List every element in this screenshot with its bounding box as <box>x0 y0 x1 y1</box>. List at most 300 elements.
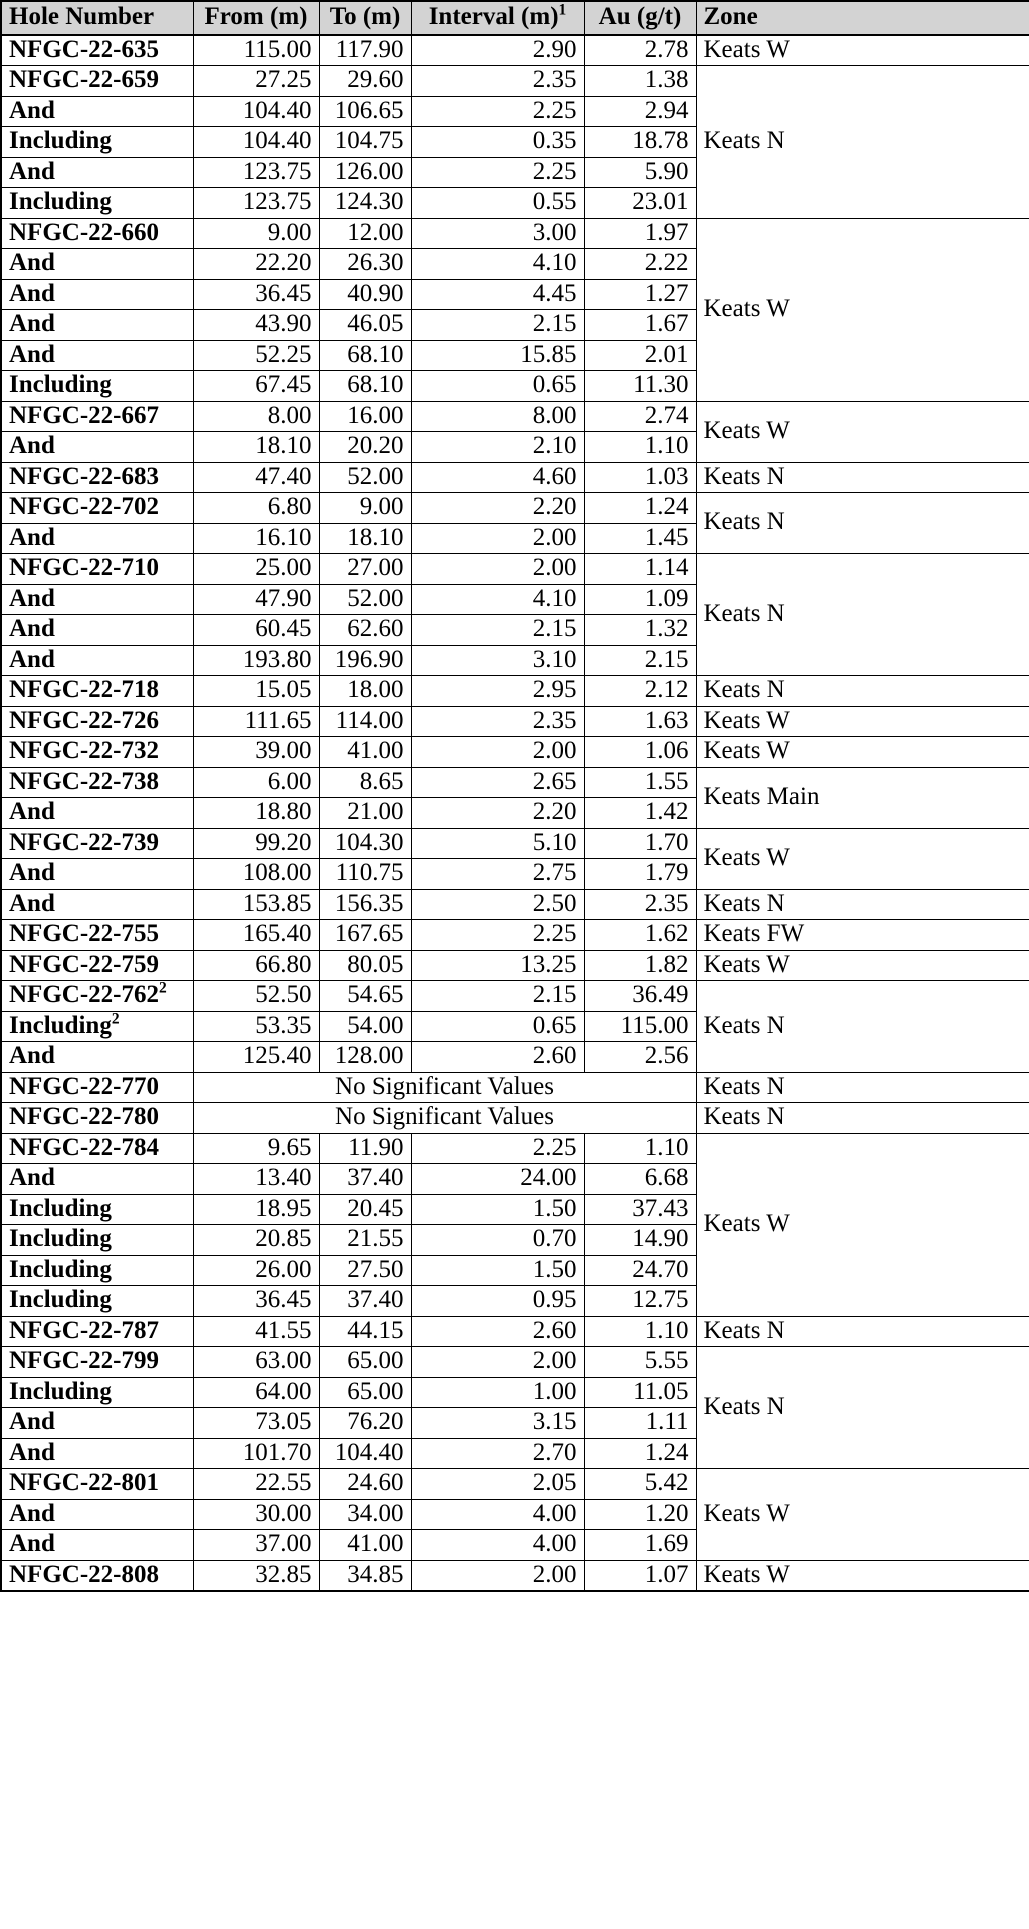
cell-au: 1.24 <box>584 493 696 524</box>
cell-to: 27.00 <box>319 554 411 585</box>
cell-to: 54.65 <box>319 981 411 1012</box>
cell-from: 20.85 <box>193 1225 319 1256</box>
cell-interval: 5.10 <box>411 828 584 859</box>
cell-hole-number <box>1 523 193 554</box>
cell-hole-number <box>1 310 193 341</box>
cell-interval: 0.65 <box>411 1011 584 1042</box>
cell-au: 1.06 <box>584 737 696 768</box>
cell-au: 37.43 <box>584 1194 696 1225</box>
cell-interval: 3.00 <box>411 218 584 249</box>
table-row <box>1 66 1029 97</box>
cell-to: 27.50 <box>319 1255 411 1286</box>
column-header-to: To (m) <box>319 1 411 35</box>
cell-to: 29.60 <box>319 66 411 97</box>
cell-to: 65.00 <box>319 1347 411 1378</box>
cell-to: 34.00 <box>319 1499 411 1530</box>
cell-interval: 2.35 <box>411 706 584 737</box>
hole-number-label: And <box>9 1438 55 1466</box>
cell-zone: Keats Main <box>696 767 1029 828</box>
cell-from: 37.00 <box>193 1530 319 1561</box>
cell-au: 1.55 <box>584 767 696 798</box>
cell-to: 46.05 <box>319 310 411 341</box>
cell-interval: 2.25 <box>411 157 584 188</box>
cell-hole-number <box>1 127 193 158</box>
cell-from: 125.40 <box>193 1042 319 1073</box>
cell-interval: 2.20 <box>411 493 584 524</box>
cell-to: 128.00 <box>319 1042 411 1073</box>
cell-interval: 4.60 <box>411 462 584 493</box>
cell-interval: 2.60 <box>411 1316 584 1347</box>
cell-to: 65.00 <box>319 1377 411 1408</box>
hole-number-label: And <box>9 96 55 124</box>
cell-hole-number <box>1 1438 193 1469</box>
column-header-hole-number: Hole Number <box>1 1 193 35</box>
table-row <box>1 676 1029 707</box>
cell-from: 165.40 <box>193 920 319 951</box>
cell-interval: 4.10 <box>411 584 584 615</box>
table-row <box>1 218 1029 249</box>
cell-interval: 2.05 <box>411 1469 584 1500</box>
column-header-au: Au (g/t) <box>584 1 696 35</box>
hole-number-label: And <box>9 798 55 825</box>
cell-from: 104.40 <box>193 127 319 158</box>
cell-to: 8.65 <box>319 767 411 798</box>
cell-hole-number <box>1 615 193 646</box>
cell-au: 2.74 <box>584 401 696 432</box>
cell-to: 34.85 <box>319 1560 411 1591</box>
cell-hole-number <box>1 706 193 737</box>
cell-interval: 2.25 <box>411 96 584 127</box>
cell-to: 104.30 <box>319 828 411 859</box>
cell-hole-number <box>1 584 193 615</box>
cell-from: 9.00 <box>193 218 319 249</box>
cell-au: 5.90 <box>584 157 696 188</box>
cell-interval: 2.35 <box>411 66 584 97</box>
hole-number-label: NFGC-22-780 <box>9 1103 159 1130</box>
hole-number-label: Including <box>9 1011 112 1039</box>
table-row <box>1 1103 1029 1134</box>
cell-hole-number <box>1 66 193 97</box>
table-row <box>1 950 1029 981</box>
table-body <box>1 35 1029 1592</box>
column-header-zone: Zone <box>696 1 1029 35</box>
cell-au: 5.42 <box>584 1469 696 1500</box>
cell-to: 16.00 <box>319 401 411 432</box>
cell-au: 1.24 <box>584 1438 696 1469</box>
cell-zone: Keats N <box>696 66 1029 219</box>
cell-from: 104.40 <box>193 96 319 127</box>
hole-number-label: And <box>9 1499 55 1527</box>
hole-number-label: And <box>9 310 55 337</box>
cell-from: 53.35 <box>193 1011 319 1042</box>
cell-au: 2.12 <box>584 676 696 707</box>
cell-from: 36.45 <box>193 279 319 310</box>
cell-from: 22.20 <box>193 249 319 280</box>
cell-from: 63.00 <box>193 1347 319 1378</box>
cell-au: 1.67 <box>584 310 696 341</box>
cell-au: 2.78 <box>584 35 696 66</box>
hole-number-label: Including <box>9 1194 112 1222</box>
cell-hole-number <box>1 1194 193 1225</box>
cell-hole-number <box>1 1499 193 1530</box>
cell-au: 1.70 <box>584 828 696 859</box>
cell-interval: 2.15 <box>411 981 584 1012</box>
cell-interval: 2.00 <box>411 554 584 585</box>
table-row <box>1 493 1029 524</box>
cell-hole-number <box>1 1103 193 1134</box>
hole-number-label: NFGC-22-759 <box>9 950 159 978</box>
cell-hole-number <box>1 798 193 829</box>
hole-number-label: NFGC-22-755 <box>9 920 159 947</box>
cell-zone: Keats N <box>696 981 1029 1073</box>
cell-hole-number <box>1 462 193 493</box>
cell-from: 22.55 <box>193 1469 319 1500</box>
table-row <box>1 828 1029 859</box>
cell-interval: 4.45 <box>411 279 584 310</box>
cell-from: 6.00 <box>193 767 319 798</box>
cell-to: 114.00 <box>319 706 411 737</box>
cell-au: 12.75 <box>584 1286 696 1317</box>
cell-interval: 0.70 <box>411 1225 584 1256</box>
cell-hole-number <box>1 1347 193 1378</box>
cell-au: 1.14 <box>584 554 696 585</box>
cell-to: 37.40 <box>319 1286 411 1317</box>
cell-au: 1.03 <box>584 462 696 493</box>
cell-au: 1.38 <box>584 66 696 97</box>
cell-au: 5.55 <box>584 1347 696 1378</box>
cell-hole-number <box>1 1255 193 1286</box>
cell-zone: Keats N <box>696 462 1029 493</box>
cell-hole-number <box>1 1316 193 1347</box>
cell-interval: 2.15 <box>411 310 584 341</box>
cell-hole-number <box>1 920 193 951</box>
table-row <box>1 401 1029 432</box>
cell-from: 101.70 <box>193 1438 319 1469</box>
cell-zone: Keats N <box>696 554 1029 676</box>
cell-hole-number <box>1 1133 193 1164</box>
cell-to: 24.60 <box>319 1469 411 1500</box>
cell-interval: 8.00 <box>411 401 584 432</box>
cell-au: 1.10 <box>584 1133 696 1164</box>
cell-interval: 2.75 <box>411 859 584 890</box>
cell-to: 126.00 <box>319 157 411 188</box>
cell-au: 1.63 <box>584 706 696 737</box>
cell-from: 193.80 <box>193 645 319 676</box>
cell-to: 37.40 <box>319 1164 411 1195</box>
hole-number-label: NFGC-22-770 <box>9 1072 159 1100</box>
hole-number-label: NFGC-22-738 <box>9 767 159 795</box>
cell-au: 1.45 <box>584 523 696 554</box>
hole-number-label: And <box>9 584 55 612</box>
cell-from: 64.00 <box>193 1377 319 1408</box>
cell-interval: 4.00 <box>411 1530 584 1561</box>
hole-number-label: NFGC-22-710 <box>9 554 159 581</box>
hole-number-label: And <box>9 279 55 307</box>
cell-from: 30.00 <box>193 1499 319 1530</box>
cell-from: 16.10 <box>193 523 319 554</box>
cell-hole-number <box>1 828 193 859</box>
cell-au: 1.09 <box>584 584 696 615</box>
cell-interval: 2.00 <box>411 1347 584 1378</box>
cell-to: 41.00 <box>319 737 411 768</box>
cell-au: 1.10 <box>584 432 696 463</box>
cell-to: 12.00 <box>319 218 411 249</box>
hole-number-label: Including <box>9 127 112 154</box>
cell-from: 8.00 <box>193 401 319 432</box>
cell-from: 66.80 <box>193 950 319 981</box>
cell-interval: 2.25 <box>411 1133 584 1164</box>
cell-interval: 1.50 <box>411 1194 584 1225</box>
cell-au: 1.11 <box>584 1408 696 1439</box>
cell-from: 108.00 <box>193 859 319 890</box>
cell-to: 110.75 <box>319 859 411 890</box>
table-row <box>1 920 1029 951</box>
cell-from: 18.95 <box>193 1194 319 1225</box>
cell-to: 68.10 <box>319 340 411 371</box>
cell-to: 21.55 <box>319 1225 411 1256</box>
cell-hole-number <box>1 859 193 890</box>
hole-number-label: Including <box>9 1286 112 1313</box>
cell-hole-number <box>1 340 193 371</box>
cell-au: 1.97 <box>584 218 696 249</box>
cell-au: 2.94 <box>584 96 696 127</box>
cell-interval: 2.65 <box>411 767 584 798</box>
cell-zone: Keats W <box>696 1469 1029 1561</box>
hole-number-label: NFGC-22-659 <box>9 66 159 93</box>
cell-au: 2.56 <box>584 1042 696 1073</box>
column-header-interval-footnote: 1 <box>558 1 567 19</box>
cell-to: 9.00 <box>319 493 411 524</box>
cell-zone: Keats W <box>696 218 1029 401</box>
table-row <box>1 462 1029 493</box>
cell-au: 1.42 <box>584 798 696 829</box>
cell-interval: 2.90 <box>411 35 584 66</box>
hole-number-label: NFGC-22-787 <box>9 1316 159 1344</box>
hole-number-label: Including <box>9 1225 112 1252</box>
cell-hole-number <box>1 1408 193 1439</box>
hole-number-label: NFGC-22-784 <box>9 1133 159 1161</box>
hole-number-label: NFGC-22-808 <box>9 1560 159 1588</box>
cell-au: 1.32 <box>584 615 696 646</box>
table-row <box>1 1316 1029 1347</box>
cell-to: 52.00 <box>319 584 411 615</box>
cell-to: 62.60 <box>319 615 411 646</box>
hole-number-label: NFGC-22-801 <box>9 1469 159 1496</box>
cell-interval: 3.10 <box>411 645 584 676</box>
cell-from: 36.45 <box>193 1286 319 1317</box>
cell-zone: Keats W <box>696 950 1029 981</box>
hole-number-label: Including <box>9 371 112 398</box>
cell-hole-number <box>1 767 193 798</box>
cell-interval: 2.50 <box>411 889 584 920</box>
cell-au: 2.15 <box>584 645 696 676</box>
cell-to: 52.00 <box>319 462 411 493</box>
hole-number-label: And <box>9 523 55 551</box>
hole-number-label: And <box>9 340 55 368</box>
cell-hole-number <box>1 1530 193 1561</box>
hole-number-label: NFGC-22-726 <box>9 706 159 734</box>
cell-to: 20.45 <box>319 1194 411 1225</box>
cell-au: 23.01 <box>584 188 696 219</box>
cell-to: 104.75 <box>319 127 411 158</box>
cell-from: 18.10 <box>193 432 319 463</box>
cell-au: 2.22 <box>584 249 696 280</box>
cell-au: 1.82 <box>584 950 696 981</box>
cell-interval: 2.60 <box>411 1042 584 1073</box>
cell-hole-number <box>1 35 193 66</box>
hole-number-label: And <box>9 157 55 185</box>
hole-number-label: NFGC-22-683 <box>9 462 159 490</box>
cell-interval: 2.15 <box>411 615 584 646</box>
cell-hole-number <box>1 1042 193 1073</box>
cell-interval: 24.00 <box>411 1164 584 1195</box>
hole-number-label: And <box>9 1530 55 1557</box>
cell-hole-number <box>1 96 193 127</box>
cell-to: 76.20 <box>319 1408 411 1439</box>
cell-zone: Keats W <box>696 35 1029 66</box>
cell-from: 67.45 <box>193 371 319 402</box>
cell-from: 99.20 <box>193 828 319 859</box>
cell-hole-number <box>1 950 193 981</box>
cell-hole-number <box>1 401 193 432</box>
hole-number-label: NFGC-22-667 <box>9 401 159 429</box>
cell-to: 20.20 <box>319 432 411 463</box>
column-header-interval-label: Interval (m) <box>428 3 559 30</box>
cell-au: 115.00 <box>584 1011 696 1042</box>
cell-to: 18.10 <box>319 523 411 554</box>
cell-to: 124.30 <box>319 188 411 219</box>
cell-from: 52.50 <box>193 981 319 1012</box>
hole-number-label: NFGC-22-732 <box>9 737 159 764</box>
cell-zone: Keats FW <box>696 920 1029 951</box>
cell-from: 123.75 <box>193 157 319 188</box>
cell-to: 44.15 <box>319 1316 411 1347</box>
cell-from: 27.25 <box>193 66 319 97</box>
cell-interval: 4.10 <box>411 249 584 280</box>
cell-from: 47.40 <box>193 462 319 493</box>
cell-to: 11.90 <box>319 1133 411 1164</box>
hole-number-label: And <box>9 1408 55 1435</box>
cell-au: 11.30 <box>584 371 696 402</box>
cell-from: 41.55 <box>193 1316 319 1347</box>
cell-zone: Keats W <box>696 828 1029 889</box>
hole-number-label: NFGC-22-799 <box>9 1347 159 1374</box>
hole-number-label: And <box>9 645 55 673</box>
hole-number-label: And <box>9 1164 55 1191</box>
cell-interval: 1.50 <box>411 1255 584 1286</box>
hole-number-label: NFGC-22-660 <box>9 218 159 246</box>
cell-hole-number <box>1 1011 193 1042</box>
cell-from: 25.00 <box>193 554 319 585</box>
cell-hole-number <box>1 493 193 524</box>
cell-interval: 0.95 <box>411 1286 584 1317</box>
cell-au: 2.01 <box>584 340 696 371</box>
cell-from: 47.90 <box>193 584 319 615</box>
hole-number-label: NFGC-22-739 <box>9 828 159 856</box>
cell-zone: Keats N <box>696 1103 1029 1134</box>
hole-number-footnote: 2 <box>158 980 167 997</box>
hole-number-label: Including <box>9 188 112 215</box>
cell-hole-number <box>1 554 193 585</box>
hole-number-label: And <box>9 615 55 642</box>
table-row <box>1 1133 1029 1164</box>
cell-interval: 2.00 <box>411 523 584 554</box>
cell-au: 1.62 <box>584 920 696 951</box>
cell-zone: Keats N <box>696 1347 1029 1469</box>
cell-zone: Keats N <box>696 676 1029 707</box>
cell-au: 36.49 <box>584 981 696 1012</box>
hole-number-label: And <box>9 1042 55 1069</box>
cell-interval: 2.20 <box>411 798 584 829</box>
hole-number-label: NFGC-22-718 <box>9 676 159 703</box>
cell-interval: 2.70 <box>411 1438 584 1469</box>
cell-zone: Keats N <box>696 1072 1029 1103</box>
header-row <box>1 1 1029 35</box>
cell-from: 52.25 <box>193 340 319 371</box>
cell-no-significant-values: No Significant Values <box>193 1103 696 1134</box>
cell-from: 73.05 <box>193 1408 319 1439</box>
cell-from: 26.00 <box>193 1255 319 1286</box>
cell-to: 26.30 <box>319 249 411 280</box>
cell-from: 60.45 <box>193 615 319 646</box>
table-row <box>1 981 1029 1012</box>
table-row <box>1 737 1029 768</box>
cell-hole-number <box>1 157 193 188</box>
hole-number-label: NFGC-22-635 <box>9 35 159 63</box>
table-row <box>1 35 1029 66</box>
cell-to: 68.10 <box>319 371 411 402</box>
cell-au: 1.79 <box>584 859 696 890</box>
cell-hole-number <box>1 889 193 920</box>
cell-interval: 3.15 <box>411 1408 584 1439</box>
hole-number-label: Including <box>9 1377 112 1405</box>
cell-interval: 15.85 <box>411 340 584 371</box>
cell-au: 1.27 <box>584 279 696 310</box>
hole-number-label: NFGC-22-702 <box>9 493 159 520</box>
cell-hole-number <box>1 1072 193 1103</box>
cell-no-significant-values: No Significant Values <box>193 1072 696 1103</box>
hole-number-label: And <box>9 889 55 917</box>
cell-interval: 0.65 <box>411 371 584 402</box>
cell-interval: 0.55 <box>411 188 584 219</box>
cell-hole-number <box>1 1286 193 1317</box>
cell-zone: Keats N <box>696 1316 1029 1347</box>
cell-from: 115.00 <box>193 35 319 66</box>
cell-to: 41.00 <box>319 1530 411 1561</box>
hole-number-label: And <box>9 249 55 276</box>
hole-number-label: NFGC-22-762 <box>9 981 159 1008</box>
cell-interval: 2.00 <box>411 1560 584 1591</box>
cell-interval: 2.95 <box>411 676 584 707</box>
hole-number-label: And <box>9 432 55 459</box>
cell-from: 43.90 <box>193 310 319 341</box>
cell-from: 15.05 <box>193 676 319 707</box>
column-header-from: From (m) <box>193 1 319 35</box>
cell-interval: 2.25 <box>411 920 584 951</box>
cell-au: 18.78 <box>584 127 696 158</box>
cell-zone: Keats W <box>696 1133 1029 1316</box>
cell-to: 106.65 <box>319 96 411 127</box>
cell-hole-number <box>1 371 193 402</box>
cell-interval: 1.00 <box>411 1377 584 1408</box>
cell-to: 196.90 <box>319 645 411 676</box>
cell-from: 32.85 <box>193 1560 319 1591</box>
cell-from: 13.40 <box>193 1164 319 1195</box>
cell-au: 24.70 <box>584 1255 696 1286</box>
cell-au: 6.68 <box>584 1164 696 1195</box>
hole-number-label: Including <box>9 1255 112 1283</box>
cell-interval: 13.25 <box>411 950 584 981</box>
